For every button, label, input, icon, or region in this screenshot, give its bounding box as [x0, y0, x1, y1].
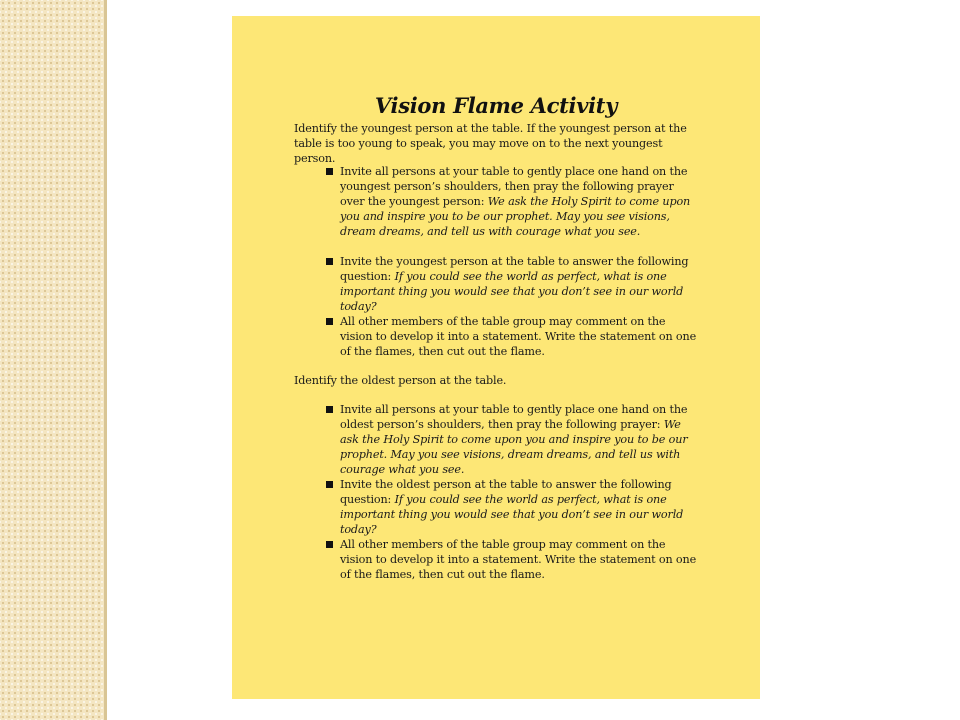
bullet-prayer-text: We ask the Holy Spirit to come upon you and inspire you to be our prophet. May you see visions, dream dreams, and tell us with courage what you see. — [340, 418, 688, 476]
bullet-text: All other members of the table group may comment on the vision to develop it into a statement. Write the statement on one of the flames, then cut out the flame. — [340, 538, 697, 581]
square-bullet-icon — [326, 168, 333, 175]
bullet-prayer-text: We ask the Holy Spirit to come upon you and inspire you to be our prophet. May you see visions, dream dreams, and tell us with courage what you see. — [340, 195, 691, 238]
bullet-text: Invite the oldest person at the table to answer the following question: — [340, 478, 672, 506]
side-strip-edge — [104, 0, 107, 720]
square-bullet-icon — [326, 258, 333, 265]
square-bullet-icon — [326, 406, 333, 413]
document-page — [232, 16, 760, 699]
section2-intro: Identify the oldest person at the table. — [294, 374, 507, 387]
document-title: Vision Flame Activity — [374, 93, 618, 118]
bullet-text: All other members of the table group may comment on the vision to develop it into a statement. Write the statement on one of the flames, then cut out the flame. — [340, 315, 697, 358]
square-bullet-icon — [326, 318, 333, 325]
bullet-text: Invite all persons at your table to gently place one hand on the youngest person’s shoulders, then pray the following prayer over the youngest person: — [340, 165, 688, 208]
bullet-question-text: If you could see the world as perfect, what is one important thing you would see that you don’t see in our world today? — [340, 493, 684, 536]
bullet-text: Invite the youngest person at the table to answer the following question: — [340, 255, 689, 283]
square-bullet-icon — [326, 541, 333, 548]
bullet-question-text: If you could see the world as perfect, what is one important thing you would see that you don’t see in our world today? — [340, 270, 684, 313]
square-bullet-icon — [326, 481, 333, 488]
section1-intro: Identify the youngest person at the table. If the youngest person at the table is too young to speak, you may move on to the next youngest person. — [294, 122, 687, 165]
decorative-side-strip — [0, 0, 104, 720]
bullet-text: Invite all persons at your table to gently place one hand on the oldest person’s shoulders, then pray the following prayer: — [340, 403, 688, 431]
